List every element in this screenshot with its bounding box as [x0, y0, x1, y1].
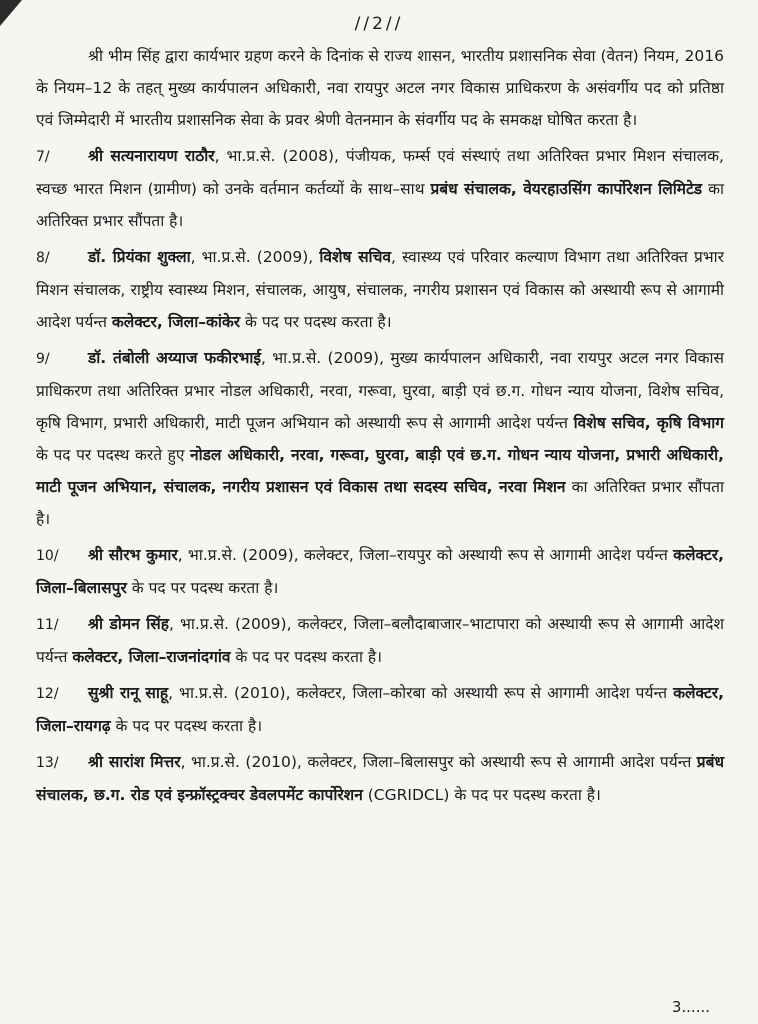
paragraph-number: 10/	[36, 548, 59, 564]
paragraph-p12	[36, 677, 724, 742]
body-text: का अतिरिक्त प्रभार सौंपता है।	[36, 180, 724, 230]
page-number: //2//	[354, 14, 404, 34]
bold-text: प्रबंध संचालक, छ.ग. रोड एवं इन्फ्रॉस्ट्रक्चर डेवलपमेंट कार्पोरेशन	[36, 753, 724, 804]
body-text: , भा.प्र.से. (2009),	[190, 248, 320, 266]
paragraph-p13	[36, 746, 724, 811]
bold-text: सुश्री रानू साहू	[88, 684, 169, 702]
bold-text: श्री सारांश मित्तर	[88, 753, 181, 771]
bold-text: कलेक्टर, जिला–रायगढ़	[36, 684, 724, 735]
paragraph-p10	[36, 539, 724, 604]
paragraph-p6-cont	[36, 40, 724, 136]
paragraph-number: 9/	[36, 351, 50, 367]
bold-text: कलेक्टर, जिला–राजनांदगांव	[72, 648, 231, 666]
paragraph-number: 12/	[36, 686, 59, 702]
body-text: (CGRIDCL) के पद पर पदस्थ करता है।	[362, 786, 601, 804]
paragraph-number: 11/	[36, 617, 59, 633]
bold-text: विशेष सचिव, कृषि विभाग	[573, 414, 724, 432]
bold-text: डॉ. तंबोली अय्याज फकीरभाई	[88, 349, 261, 367]
continued-marker: 3......	[671, 998, 710, 1016]
body-text: के पद पर पदस्थ करता है।	[126, 579, 279, 597]
body-text: , भा.प्र.से. (2009), कलेक्टर, जिला–रायपुर को अस्थायी रूप से आगामी आदेश पर्यन्त	[177, 546, 674, 564]
paragraph-p8	[36, 241, 724, 338]
body-text: , भा.प्र.से. (2009), मुख्य कार्यपालन अधिकारी, नवा रायपुर अटल नगर विकास प्राधिकरण तथा अतिरिक्त प्रभार नोडल अधिकारी, नरवा, गरूवा, घुरवा, बाड़ी एवं छ.ग. गोधन न्याय योजना, विशेष सचिव, कृषि विभाग, प्रभारी अधिकारी, माटी पूजन अभियान को अस्थायी रूप से आगामी आदेश पर्यन्त	[36, 349, 724, 432]
paragraph-p7	[36, 140, 724, 237]
body-text: के पद पर पदस्थ करता है।	[240, 313, 392, 331]
bold-text: डॉ. प्रियंका शुक्ला	[88, 248, 191, 266]
bold-text: श्री सौरभ कुमार	[88, 546, 178, 564]
bold-text: प्रबंध संचालक, वेयरहाउसिंग कार्पोरेशन लिमिटेड	[430, 180, 703, 198]
paragraph-number: 7/	[36, 149, 50, 165]
bold-text: कलेक्टर, जिला–बिलासपुर	[36, 546, 724, 597]
body-text: के पद पर पदस्थ करते हुए	[36, 446, 191, 464]
body-text: का अतिरिक्त प्रभार सौंपता है।	[36, 478, 724, 528]
paragraph-p9	[36, 342, 724, 535]
bold-text: श्री सत्यनारायण राठौर	[88, 147, 215, 165]
paragraph-number: 8/	[36, 250, 50, 266]
body-text: , स्वास्थ्य एवं परिवार कल्याण विभाग तथा अतिरिक्त प्रभार मिशन संचालक, राष्ट्रीय स्वास्थ्य मिशन, संचालक, आयुष, संचालक, नगरीय प्रशासन एवं विकास को अस्थायी रूप से आगामी आदेश पर्यन्त	[36, 248, 725, 331]
body-text: के पद पर पदस्थ करता है।	[110, 717, 263, 735]
bold-text: श्री डोमन सिंह	[88, 615, 169, 633]
paragraph-p11	[36, 608, 724, 673]
body-text: के पद पर पदस्थ करता है।	[230, 648, 383, 666]
bold-text: विशेष सचिव	[319, 248, 392, 266]
bold-text: नोडल अधिकारी, नरवा, गरूवा, घुरवा, बाड़ी एवं छ.ग. गोधन न्याय योजना, प्रभारी अधिकारी, माटी पूजन अभियान, संचालक, नगरीय प्रशासन एवं विकास तथा सदस्य सचिव, नरवा मिशन	[36, 446, 724, 496]
body-text: , भा.प्र.से. (2009), कलेक्टर, जिला–बलौदाबाजार–भाटापारा को अस्थायी रूप से आगामी आदेश पर्यन्त	[36, 615, 725, 666]
body-text: , भा.प्र.से. (2010), कलेक्टर, जिला–बिलासपुर को अस्थायी रूप से आगामी आदेश पर्यन्त	[180, 753, 697, 771]
bold-text: कलेक्टर, जिला–कांकेर	[111, 313, 241, 331]
body-text: श्री भीम सिंह द्वारा कार्यभार ग्रहण करने के दिनांक से राज्य शासन, भारतीय प्रशासनिक सेवा (वेतन) नियम, 2016 के नियम–12 के तहत् मुख्य कार्यपालन अधिकारी, नवा रायपुर अटल नगर विकास प्राधिकरण के असंवर्गीय पद को प्रतिष्ठा एवं जिम्मेदारी में भारतीय प्रशासनिक सेवा के प्रवर श्रेणी वेतनमान के संवर्गीय पद के समकक्ष घोषित करता है।	[36, 47, 724, 129]
paragraph-number: 13/	[36, 755, 59, 771]
body-text: , भा.प्र.से. (2008), पंजीयक, फर्म्स एवं संस्थाएं तथा अतिरिक्त प्रभार मिशन संचालक, स्वच्छ भारत मिशन (ग्रामीण) को उनके वर्तमान कर्तव्यों के साथ–साथ	[36, 147, 724, 198]
document-body	[36, 40, 724, 815]
body-text: , भा.प्र.से. (2010), कलेक्टर, जिला–कोरबा को अस्थायी रूप से आगामी आदेश पर्यन्त	[168, 684, 674, 702]
